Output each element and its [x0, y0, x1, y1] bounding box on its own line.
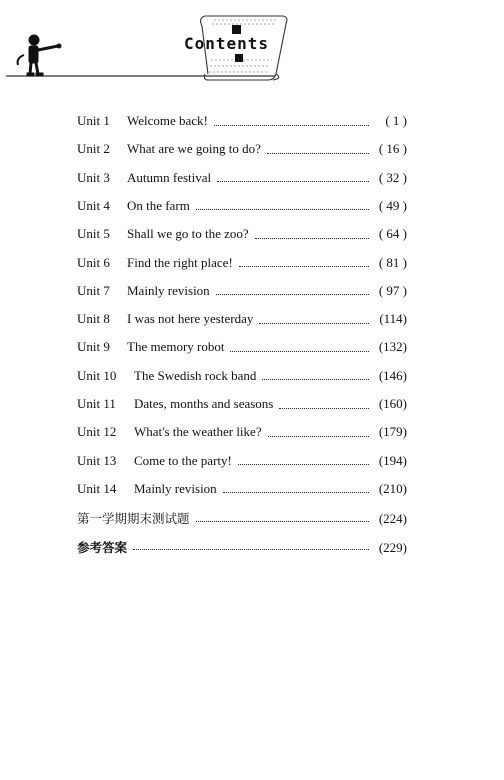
toc-page-number: (229)	[378, 539, 407, 555]
toc-unit-label: Unit 2	[77, 141, 110, 157]
leader-dots	[259, 323, 369, 324]
speaker-figure-icon	[18, 35, 61, 76]
toc-unit-label: Unit 9	[77, 339, 110, 355]
toc-unit-label: Unit 13	[77, 452, 117, 468]
toc-title: Mainly revision	[127, 282, 210, 298]
leader-dots	[279, 408, 369, 409]
toc-entry[interactable]	[77, 339, 407, 359]
toc-unit-label: Unit 3	[77, 169, 110, 185]
toc-entry[interactable]	[77, 141, 407, 161]
toc-entry-answer-key[interactable]	[77, 538, 407, 558]
toc-title: What are we going to do?	[127, 141, 261, 157]
toc-title: The Swedish rock band	[134, 367, 257, 383]
toc-title: Dates, months and seasons	[134, 396, 274, 411]
toc-unit-label: Unit 6	[77, 254, 110, 270]
toc-entry[interactable]	[77, 170, 407, 190]
toc-page-number: (114)	[379, 311, 407, 327]
toc-title: Come to the party!	[134, 452, 232, 468]
toc-entry[interactable]	[77, 368, 407, 388]
toc-entry[interactable]	[77, 424, 407, 444]
toc-unit-label: Unit 4	[77, 197, 110, 213]
toc-page-number: ( 49 )	[378, 197, 407, 213]
toc-entry[interactable]	[77, 113, 407, 133]
toc-title: On the farm	[127, 197, 190, 213]
toc-entry[interactable]	[77, 396, 407, 416]
toc-entry[interactable]	[77, 453, 407, 473]
toc-unit-label: Unit 1	[77, 113, 110, 128]
contents-title: Contents	[184, 34, 270, 53]
toc-unit-label: Unit 8	[77, 311, 110, 327]
toc-page-number: (210)	[378, 480, 407, 496]
toc-page-number: (179)	[378, 424, 407, 440]
leader-dots	[223, 492, 369, 493]
toc-unit-label: Unit 11	[77, 396, 116, 411]
leader-dots	[262, 379, 369, 380]
leader-dots	[196, 521, 369, 522]
toc-unit-label: Unit 10	[77, 367, 117, 383]
leader-dots	[268, 436, 369, 437]
toc-title: Autumn festival	[127, 169, 212, 185]
toc-title: Shall we go to the zoo?	[127, 226, 249, 242]
leader-dots	[255, 238, 369, 239]
toc-title: I was not here yesterday	[127, 311, 254, 327]
toc-unit-label: Unit 5	[77, 226, 110, 242]
toc-page-number: (224)	[378, 511, 407, 527]
toc-entry[interactable]	[77, 311, 407, 331]
toc-entry-final-exam[interactable]	[77, 509, 407, 529]
leader-dots	[214, 125, 369, 126]
toc-page-number: ( 97 )	[378, 282, 407, 298]
toc-page-number: (132)	[378, 339, 407, 355]
toc-entry[interactable]	[77, 283, 407, 303]
toc-entry[interactable]	[77, 481, 407, 501]
toc-page-number: ( 1 )	[385, 113, 407, 128]
leader-dots	[230, 351, 369, 352]
leader-dots	[133, 549, 369, 550]
toc-page-number: (160)	[378, 396, 407, 411]
toc-entry[interactable]	[77, 226, 407, 246]
toc-page-number: ( 16 )	[378, 141, 407, 157]
toc-title: What's the weather like?	[134, 424, 262, 440]
leader-dots	[216, 294, 369, 295]
toc-page-number: (146)	[378, 367, 407, 383]
leader-dots	[217, 181, 369, 182]
toc-page-number: ( 32 )	[378, 169, 407, 185]
toc-unit-label: Unit 12	[77, 424, 117, 440]
leader-dots	[196, 209, 369, 210]
page-header	[0, 0, 504, 90]
leader-dots	[239, 266, 369, 267]
toc-page-number: ( 64 )	[378, 226, 407, 242]
toc-unit-label: Unit 7	[77, 282, 110, 298]
leader-dots	[238, 464, 369, 465]
toc-title: 参考答案	[77, 539, 128, 555]
toc-entry[interactable]	[77, 255, 407, 275]
toc-page-number: (194)	[378, 452, 407, 468]
toc-page-number: ( 81 )	[378, 254, 407, 270]
toc-unit-label: Unit 14	[77, 480, 117, 496]
toc-title: The memory robot	[127, 339, 225, 355]
toc-title: Welcome back!	[127, 113, 208, 128]
toc-entry[interactable]	[77, 198, 407, 218]
toc-title: Find the right place!	[127, 254, 233, 270]
leader-dots	[267, 153, 369, 154]
toc-title: Mainly revision	[134, 480, 217, 496]
toc-title: 第一学期期末测试题	[77, 511, 190, 527]
